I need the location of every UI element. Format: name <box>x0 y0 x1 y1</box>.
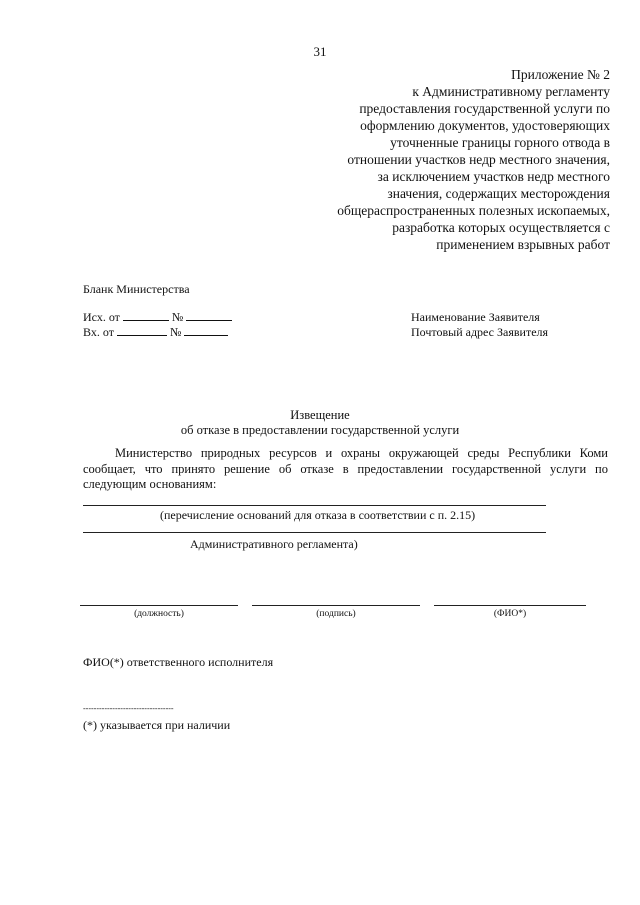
appendix-header <box>280 66 610 253</box>
page-number: 31 <box>313 44 327 59</box>
notice-title: Извещение <box>290 408 350 422</box>
appendix-line: за исключением участков недр местного <box>377 169 610 184</box>
position-caption: (должность) <box>134 609 184 619</box>
incoming-date-blank <box>117 325 167 336</box>
fio-caption: (ФИО*) <box>493 609 527 619</box>
incoming-registration <box>83 325 228 340</box>
appendix-line: уточненные границы горного отвода в <box>390 135 610 150</box>
grounds-line-2 <box>83 532 546 533</box>
signature-caption: (подпись) <box>316 609 356 619</box>
appendix-line: общераспространенных полезных ископаемых, <box>337 203 610 218</box>
footnote: (*) указывается при наличии <box>83 718 231 732</box>
ministry-blank-label: Бланк Министерства <box>83 282 190 296</box>
footnote-separator: ---------------------------------- <box>83 704 174 713</box>
appendix-line: отношении участков недр местного значения, <box>347 152 610 167</box>
notice-body-text: Министерство природных ресурсов и охраны окружающей среды Республики Коми сообщает, что принято решение об отказе в предоставлении государственной услуги по следующим основаниям: <box>83 446 608 491</box>
appendix-line: Приложение № 2 <box>511 67 610 82</box>
outgoing-number-blank <box>186 310 232 321</box>
appendix-line: разработка которых осуществляется с <box>392 220 610 235</box>
outgoing-registration <box>83 310 232 325</box>
regulation-caption: Административного регламента) <box>190 537 358 551</box>
outgoing-number-sign: № <box>171 310 184 324</box>
notice-body <box>83 446 608 493</box>
position-line <box>80 605 238 606</box>
applicant-address: Почтовый адрес Заявителя <box>411 325 549 339</box>
incoming-number-sign: № <box>169 325 182 339</box>
grounds-caption: (перечисление оснований для отказа в соответствии с п. 2.15) <box>160 508 476 522</box>
incoming-number-blank <box>184 325 228 336</box>
signature-line <box>252 605 420 606</box>
grounds-line-1 <box>83 505 546 506</box>
appendix-line: применением взрывных работ <box>436 237 610 252</box>
fio-line <box>434 605 586 606</box>
notice-subtitle: об отказе в предоставлении государственной услуги <box>180 423 460 437</box>
appendix-line: оформлению документов, удостоверяющих <box>360 118 610 133</box>
outgoing-label: Исх. от <box>83 310 120 324</box>
incoming-label: Вх. от <box>83 325 114 339</box>
applicant-name: Наименование Заявителя <box>411 310 540 324</box>
appendix-line: значения, содержащих месторождения <box>387 186 610 201</box>
appendix-line: к Административному регламенту <box>412 84 610 99</box>
outgoing-date-blank <box>123 310 169 321</box>
responsible-executor: ФИО(*) ответственного исполнителя <box>83 655 274 669</box>
appendix-line: предоставления государственной услуги по <box>359 101 610 116</box>
